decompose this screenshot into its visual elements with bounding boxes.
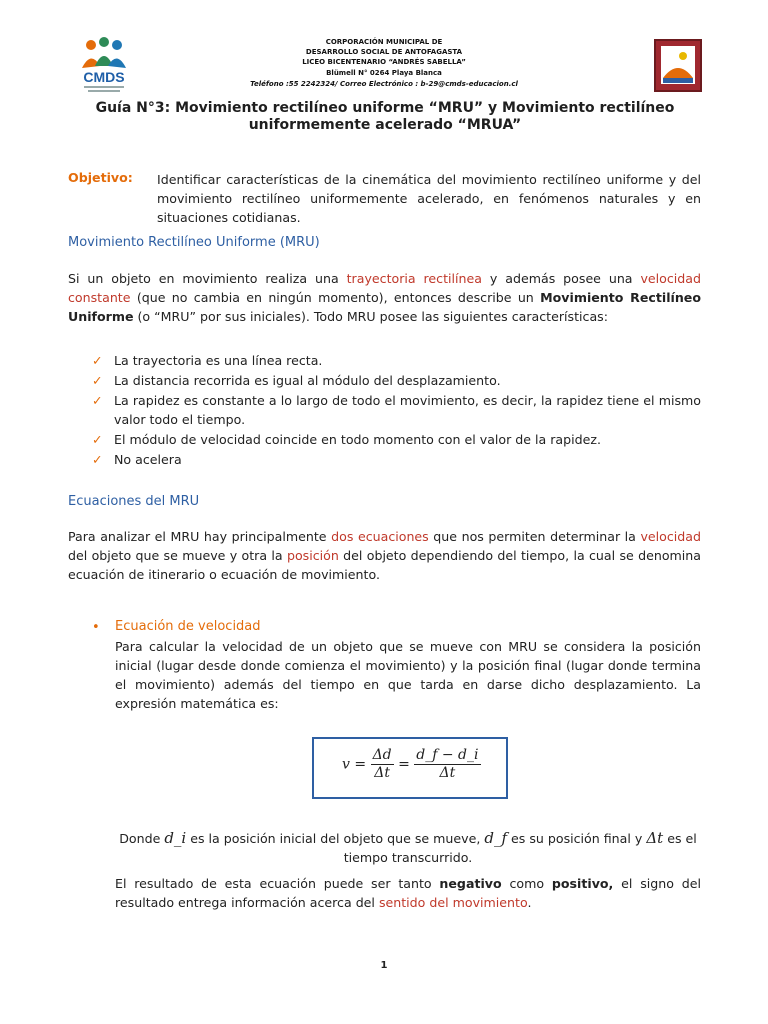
mru-paragraph: Si un objeto en movimiento realiza una trayectoria rectilínea y además posee una velocidad constante (que no cambia en ningún momento), entonces describe un Movimiento Rectilíneo Uniforme (o “MRU” por sus iniciales). Todo MRU posee las siguientes características:: [68, 271, 701, 324]
title-line2: uniformemente acelerado “MRUA”: [248, 117, 522, 133]
equations-paragraph: Para analizar el MRU hay principalmente dos ecuaciones que nos permiten determinar la velocidad del objeto que se mueve y otra la posición del objeto dependiendo del tiempo, la cual se denomina ecuación de itinerario o ecuación de movimiento.: [68, 529, 702, 582]
list-item: ✓ El módulo de velocidad coincide en todo momento con el valor de la rapidez.: [92, 432, 601, 447]
checkmark-icon: ✓: [92, 432, 103, 447]
checkmark-icon: ✓: [92, 373, 103, 388]
list-item: ✓ No acelera: [92, 452, 182, 467]
velocity-formula: v = $\frac{\Delta d}{\Delta t}$ = $\frac{d\_f - d\_i}{\Delta t}$: [342, 747, 479, 781]
logo-text: CMDS: [83, 69, 125, 85]
cmds-logo: [74, 36, 134, 96]
velocity-heading: Ecuación de velocidad: [115, 619, 261, 634]
checkmark-icon: ✓: [92, 353, 103, 368]
header-org-line2: DESARROLLO SOCIAL DE ANTOFAGASTA: [305, 48, 463, 56]
list-item: ✓ La rapidez es constante a lo largo de todo el movimiento, es decir, la rapidez tiene el mismo valor todo el tiempo.: [92, 393, 701, 427]
header-contact: Teléfono :55 2242324/ Correo Electrónico : b-29@cmds-educacion.cl: [250, 80, 518, 88]
mru-heading: Movimiento Rectilíneo Uniforme (MRU): [68, 235, 320, 250]
checkmark-icon: ✓: [92, 452, 103, 467]
result-paragraph: El resultado de esta ecuación puede ser tanto negativo como positivo, el signo del resultado entrega información acerca del sentido del movimiento.: [115, 876, 702, 910]
objective-label: Objetivo:: [68, 170, 133, 185]
header-org-line1: CORPORACIÓN MUNICIPAL DE: [325, 38, 443, 46]
list-item: ✓ La distancia recorrida es igual al módulo del desplazamiento.: [92, 373, 501, 388]
checkmark-icon: ✓: [92, 393, 103, 408]
page-number: 1: [380, 960, 388, 971]
objective-text: Identificar características de la cinemática del movimiento rectilíneo uniforme y del movimiento rectilíneo uniformemente acelerado, en fenómenos naturales y en situaciones cotidianas.: [157, 172, 701, 225]
title-line1: Guía N°3: Movimiento rectilíneo uniforme “MRU” y Movimiento rectilíneo: [95, 100, 675, 116]
variables-explanation: Donde d_i es la posición inicial del objeto que se mueve, d_f es su posición final y Δt es el tiempo transcurrido.: [119, 829, 697, 865]
mru-characteristics-list: [92, 351, 701, 470]
equations-heading: Ecuaciones del MRU: [68, 494, 200, 509]
list-item: ✓ La trayectoria es una línea recta.: [92, 353, 323, 368]
header-address: Blümell N° 0264 Playa Blanca: [326, 69, 442, 77]
page-title: [90, 100, 680, 134]
velocity-paragraph: Para calcular la velocidad de un objeto que se mueve con MRU se considera la posición inicial (lugar desde donde comienza el movimiento) y la posición final (lugar donde termina el movimiento) además del tiempo en que tarda en darse dicho desplazamiento. La expresión matemática es:: [115, 639, 701, 711]
bullet-icon: •: [92, 620, 100, 635]
school-crest: [653, 38, 703, 93]
velocity-formula-box: [312, 737, 508, 799]
header-school: LICEO BICENTENARIO “ANDRÉS SABELLA”: [302, 58, 466, 66]
